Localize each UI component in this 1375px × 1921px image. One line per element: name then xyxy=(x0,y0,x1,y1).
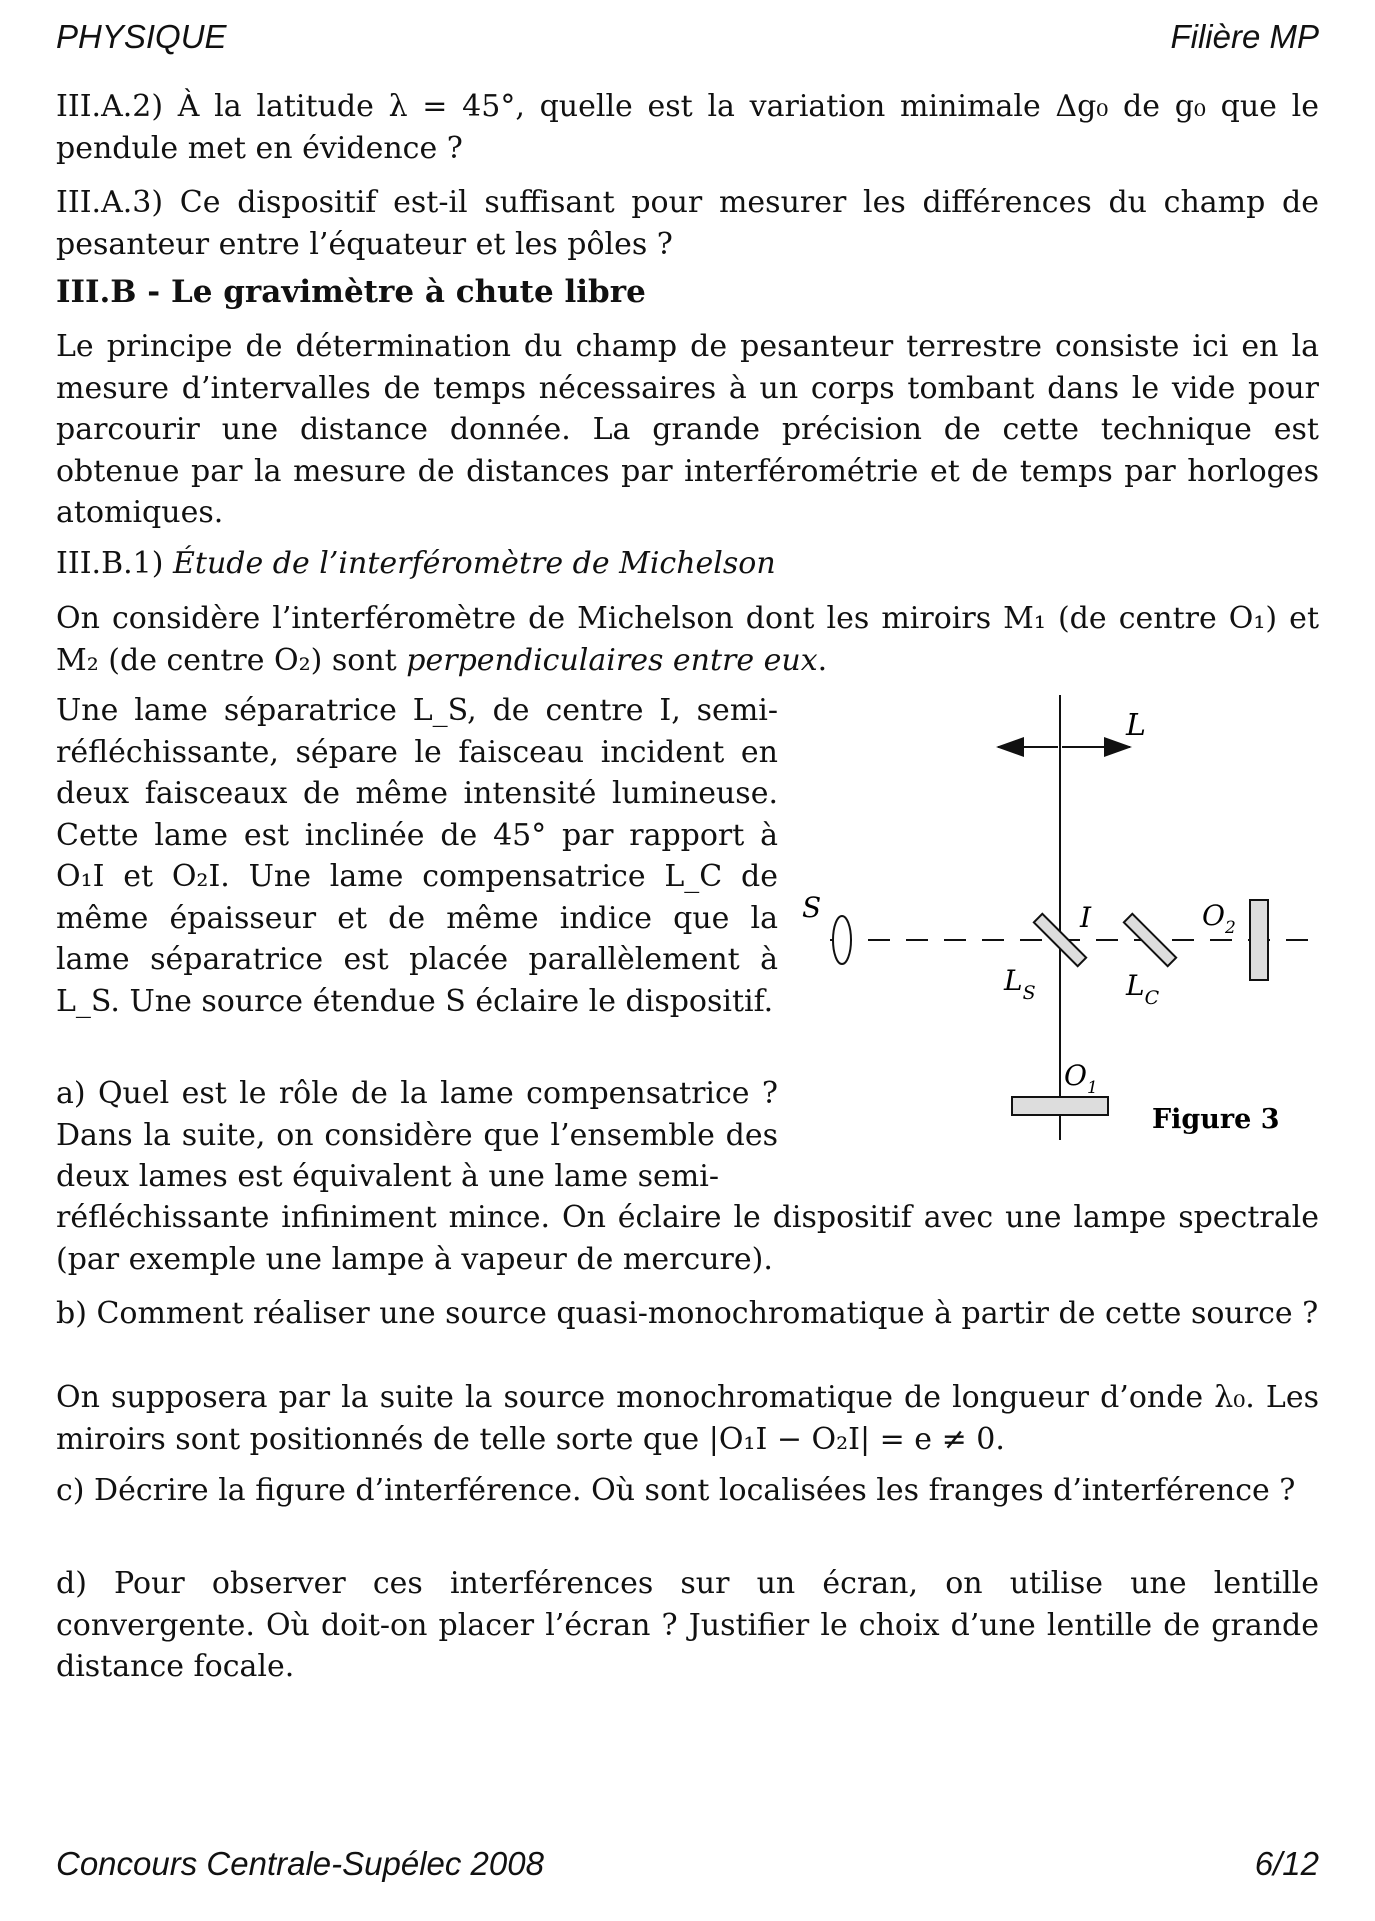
question-a-part2: réfléchissante infiniment mince. On éclaire le dispositif avec une lampe spectrale (par exemple une lampe à vapeur de mercure). xyxy=(56,1200,1319,1277)
question-III-A-3: III.A.3) Ce dispositif est-il suffisant pour mesurer les différences du champ de pesanteur entre l’équateur et les pôles ? xyxy=(56,185,1319,262)
footer-page: 6/12 xyxy=(1254,1845,1319,1882)
mirror-M2 xyxy=(1250,900,1268,980)
question-a-part1: a) Quel est le rôle de la lame compensatrice ? Dans la suite, on considère que l’ensemble des deux lames est équivalent à une lame semi- xyxy=(56,1076,778,1194)
figure-3-michelson xyxy=(790,685,1350,1145)
label-S: S xyxy=(802,891,822,924)
footer-contest: Concours Centrale-Supélec 2008 xyxy=(56,1845,544,1882)
label-I: I xyxy=(1080,901,1092,934)
label-O2: $O_2$ xyxy=(1202,899,1236,938)
michelson-emphasis: perpendiculaires entre eux xyxy=(406,642,818,678)
question-b: b) Comment réaliser une source quasi-monochromatique à partir de cette source ? xyxy=(56,1296,1319,1331)
monochromatic-paragraph: On supposera par la suite la source monochromatique de longueur d’onde λ₀. Les miroirs sont positionnés de telle sorte que |O₁I − O₂I| = e ≠ 0. xyxy=(56,1380,1319,1457)
label-L: L xyxy=(1126,708,1146,743)
subsection-number: III.B.1) xyxy=(56,546,164,581)
subsection-heading xyxy=(56,543,1319,585)
question-d: d) Pour observer ces interférences sur un écran, on utilise une lentille convergente. Où doit-on placer l’écran ? Justifier le choix d’une lentille de grande distance focale. xyxy=(56,1566,1319,1684)
section-title: III.B - Le gravimètre à chute libre xyxy=(56,274,646,310)
michelson-paragraph: On considère l’interféromètre de Michelson dont les miroirs M₁ (de centre O₁) et M₂ (de centre O₂) sont perpendiculaires entre eux. xyxy=(56,601,1319,678)
header-track: Filière MP xyxy=(1170,18,1319,55)
figure-caption: Figure 3 xyxy=(1152,1104,1280,1135)
michelson-intro: On considère l’interféromètre de Michelson dont les miroirs M₁ (de centre O₁) et M₂ (de centre O₂) sont xyxy=(56,601,1319,678)
question-c: c) Décrire la figure d’interférence. Où sont localisées les franges d’interférence ? xyxy=(56,1473,1296,1508)
lame-paragraph: Une lame séparatrice L_S, de centre I, semi-réfléchissante, sépare le faisceau incident en deux faisceaux de même intensité lumineuse. Cette lame est inclinée de 45° par rapport à O₁I et O₂I. Une lame compensatrice L_C de même épaisseur et de même indice que la lame séparatrice est placée parallèlement à L_S. Une source étendue S éclaire le dispositif. xyxy=(56,693,778,1019)
intro-paragraph: Le principe de détermination du champ de pesanteur terrestre consiste ici en la mesure d’intervalles de temps nécessaires à un corps tombant dans le vide pour parcourir une distance donnée. La grande précision de cette technique est obtenue par la mesure de distances par interférométrie et de temps par horloges atomiques. xyxy=(56,329,1319,530)
question-III-A-2: III.A.2) À la latitude λ = 45°, quelle est la variation minimale Δg₀ de g₀ que le pendule met en évidence ? xyxy=(56,89,1319,166)
mirror-M1 xyxy=(1012,1097,1108,1115)
label-O1: $O_1$ xyxy=(1064,1059,1098,1098)
label-LC: $L_C$ xyxy=(1126,969,1160,1009)
label-LS: $L_S$ xyxy=(1004,964,1036,1004)
compensator-plate-LC xyxy=(1124,914,1176,966)
subsection-title: Étude de l’interféromètre de Michelson xyxy=(173,546,776,581)
header-subject: PHYSIQUE xyxy=(56,18,227,55)
source-lens xyxy=(833,916,851,964)
